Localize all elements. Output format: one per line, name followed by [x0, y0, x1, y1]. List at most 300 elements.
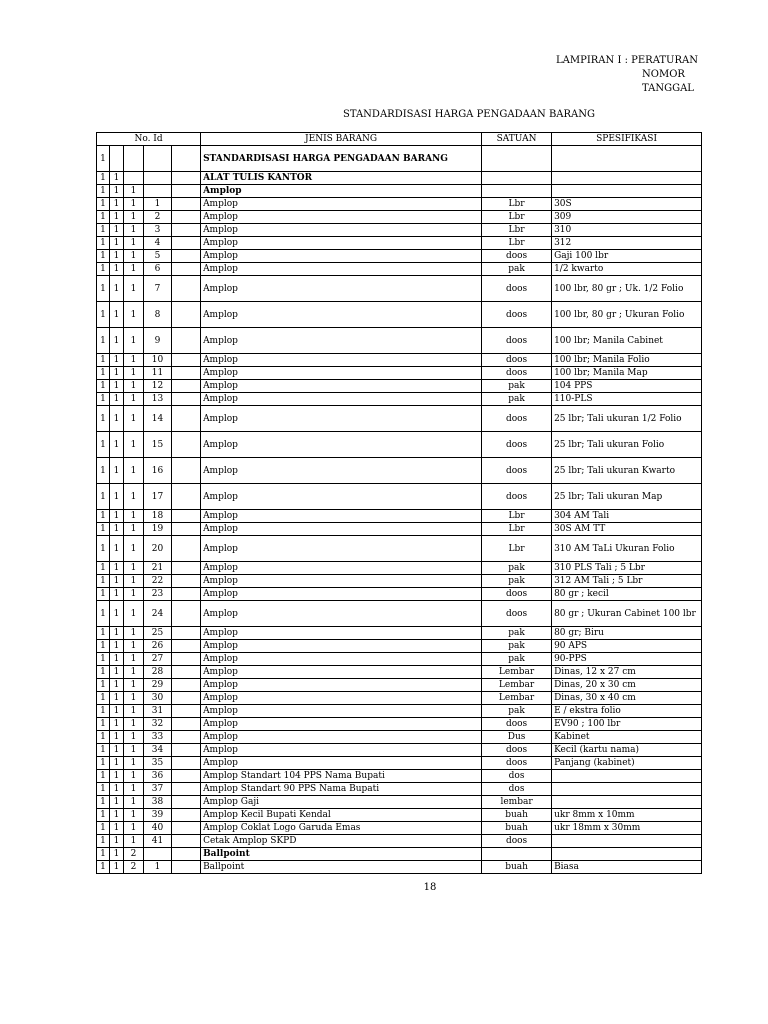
id-level-2: 1 — [110, 432, 124, 458]
id-level-1: 1 — [97, 406, 110, 432]
id-level-3: 2 — [124, 848, 144, 861]
jenis-barang-cell: Amplop — [201, 731, 482, 744]
id-spacer — [172, 562, 201, 575]
id-level-3: 1 — [124, 653, 144, 666]
spesifikasi-cell: 312 — [552, 237, 702, 250]
id-level-2: 1 — [110, 848, 124, 861]
id-level-2: 1 — [110, 380, 124, 393]
satuan-cell: doos — [482, 367, 552, 380]
id-level-3: 1 — [124, 224, 144, 237]
id-level-1: 1 — [97, 679, 110, 692]
spesifikasi-cell: 80 gr ; Ukuran Cabinet 100 lbr — [552, 601, 702, 627]
id-level-2: 1 — [110, 237, 124, 250]
id-level-3: 1 — [124, 692, 144, 705]
id-level-1: 1 — [97, 796, 110, 809]
id-level-4: 13 — [144, 393, 172, 406]
id-level-2: 1 — [110, 861, 124, 874]
jenis-barang-cell: Amplop — [201, 380, 482, 393]
id-level-3: 1 — [124, 666, 144, 679]
table-row — [97, 601, 702, 627]
id-level-3: 1 — [124, 367, 144, 380]
spesifikasi-cell: Dinas, 30 x 40 cm — [552, 692, 702, 705]
satuan-cell: Lbr — [482, 198, 552, 211]
satuan-cell: doos — [482, 718, 552, 731]
table-row — [97, 380, 702, 393]
id-spacer — [172, 536, 201, 562]
spesifikasi-cell: Gaji 100 lbr — [552, 250, 702, 263]
id-level-2: 1 — [110, 640, 124, 653]
jenis-barang-cell: STANDARDISASI HARGA PENGADAAN BARANG — [201, 146, 482, 172]
id-spacer — [172, 575, 201, 588]
spesifikasi-cell: 80 gr ; kecil — [552, 588, 702, 601]
id-level-1: 1 — [97, 575, 110, 588]
id-spacer — [172, 757, 201, 770]
id-level-1: 1 — [97, 237, 110, 250]
satuan-cell: Lbr — [482, 536, 552, 562]
jenis-barang-cell: Amplop — [201, 406, 482, 432]
spesifikasi-cell: 25 lbr; Tali ukuran 1/2 Folio — [552, 406, 702, 432]
table-row — [97, 276, 702, 302]
column-header-no-id: No. Id — [97, 133, 201, 146]
id-level-2: 1 — [110, 224, 124, 237]
id-level-2: 1 — [110, 575, 124, 588]
id-level-2: 1 — [110, 835, 124, 848]
id-spacer — [172, 601, 201, 627]
id-level-2: 1 — [110, 562, 124, 575]
satuan-cell: doos — [482, 432, 552, 458]
jenis-barang-cell: Amplop — [201, 575, 482, 588]
jenis-barang-cell: Amplop — [201, 263, 482, 276]
id-spacer — [172, 861, 201, 874]
jenis-barang-cell: Amplop — [201, 224, 482, 237]
table-row — [97, 861, 702, 874]
id-level-3: 1 — [124, 263, 144, 276]
spesifikasi-cell: 25 lbr; Tali ukuran Map — [552, 484, 702, 510]
id-level-4: 38 — [144, 796, 172, 809]
jenis-barang-cell: Ballpoint — [201, 861, 482, 874]
table-row — [97, 263, 702, 276]
id-level-2: 1 — [110, 458, 124, 484]
id-level-1: 1 — [97, 822, 110, 835]
id-level-3: 1 — [124, 770, 144, 783]
id-level-1: 1 — [97, 380, 110, 393]
spesifikasi-cell: E / ekstra folio — [552, 705, 702, 718]
id-level-3: 1 — [124, 822, 144, 835]
id-level-1: 1 — [97, 328, 110, 354]
id-level-2: 1 — [110, 328, 124, 354]
spesifikasi-cell: Panjang (kabinet) — [552, 757, 702, 770]
table-row — [97, 484, 702, 510]
id-level-4: 5 — [144, 250, 172, 263]
id-level-1: 1 — [97, 744, 110, 757]
table-header-row — [97, 133, 702, 146]
id-spacer — [172, 146, 201, 172]
id-level-1: 1 — [97, 185, 110, 198]
satuan-cell: doos — [482, 406, 552, 432]
id-level-4: 7 — [144, 276, 172, 302]
id-spacer — [172, 354, 201, 367]
id-level-3: 1 — [124, 393, 144, 406]
id-level-3: 1 — [124, 731, 144, 744]
id-level-2: 1 — [110, 263, 124, 276]
spesifikasi-cell: 100 lbr; Manila Folio — [552, 354, 702, 367]
table-row — [97, 302, 702, 328]
id-level-3: 1 — [124, 536, 144, 562]
jenis-barang-cell: Amplop — [201, 692, 482, 705]
id-level-3: 1 — [124, 783, 144, 796]
id-level-2: 1 — [110, 718, 124, 731]
satuan-cell: dos — [482, 770, 552, 783]
id-level-3: 1 — [124, 276, 144, 302]
id-spacer — [172, 432, 201, 458]
id-level-3 — [124, 172, 144, 185]
id-level-4: 28 — [144, 666, 172, 679]
id-level-4: 11 — [144, 367, 172, 380]
satuan-cell: doos — [482, 250, 552, 263]
table-row — [97, 432, 702, 458]
id-spacer — [172, 328, 201, 354]
id-level-4: 23 — [144, 588, 172, 601]
table-row — [97, 822, 702, 835]
id-level-2: 1 — [110, 796, 124, 809]
id-level-4: 20 — [144, 536, 172, 562]
spesifikasi-cell — [552, 172, 702, 185]
table-row — [97, 224, 702, 237]
table-row — [97, 666, 702, 679]
jenis-barang-cell: Amplop — [201, 757, 482, 770]
id-level-3: 1 — [124, 796, 144, 809]
id-spacer — [172, 185, 201, 198]
id-spacer — [172, 588, 201, 601]
id-level-2: 1 — [110, 354, 124, 367]
id-level-1: 1 — [97, 354, 110, 367]
id-level-2: 1 — [110, 783, 124, 796]
spesifikasi-cell: Kecil (kartu nama) — [552, 744, 702, 757]
satuan-cell: pak — [482, 575, 552, 588]
jenis-barang-cell: Amplop — [201, 302, 482, 328]
table-row — [97, 835, 702, 848]
id-level-2: 1 — [110, 705, 124, 718]
id-level-1: 1 — [97, 731, 110, 744]
id-level-3: 1 — [124, 640, 144, 653]
id-level-2: 1 — [110, 367, 124, 380]
jenis-barang-cell: Ballpoint — [201, 848, 482, 861]
id-level-4: 2 — [144, 211, 172, 224]
id-spacer — [172, 835, 201, 848]
satuan-cell: lembar — [482, 796, 552, 809]
id-spacer — [172, 237, 201, 250]
table-row — [97, 718, 702, 731]
jenis-barang-cell: Amplop — [201, 718, 482, 731]
id-level-2: 1 — [110, 211, 124, 224]
id-level-2: 1 — [110, 393, 124, 406]
id-level-3: 1 — [124, 575, 144, 588]
page-number: 18 — [423, 882, 437, 893]
id-level-1: 1 — [97, 562, 110, 575]
satuan-cell: Lembar — [482, 692, 552, 705]
table-row — [97, 705, 702, 718]
jenis-barang-cell: Amplop — [201, 562, 482, 575]
table-row — [97, 731, 702, 744]
id-level-1: 1 — [97, 224, 110, 237]
table-row — [97, 783, 702, 796]
id-level-1: 1 — [97, 250, 110, 263]
id-spacer — [172, 848, 201, 861]
spesifikasi-cell: 80 gr; Biru — [552, 627, 702, 640]
jenis-barang-cell: Amplop — [201, 588, 482, 601]
id-spacer — [172, 666, 201, 679]
column-header-spesifikasi: SPESIFIKASI — [552, 133, 702, 146]
table-row — [97, 588, 702, 601]
table-row — [97, 406, 702, 432]
satuan-cell: Lbr — [482, 211, 552, 224]
jenis-barang-cell: Amplop Coklat Logo Garuda Emas — [201, 822, 482, 835]
id-level-4: 35 — [144, 757, 172, 770]
spesifikasi-cell: 25 lbr; Tali ukuran Folio — [552, 432, 702, 458]
table-row — [97, 575, 702, 588]
satuan-cell: doos — [482, 757, 552, 770]
header-line-lampiran: LAMPIRAN I : PERATURAN — [556, 55, 698, 66]
jenis-barang-cell: Amplop — [201, 458, 482, 484]
table-body — [97, 146, 702, 874]
jenis-barang-cell: Cetak Amplop SKPD — [201, 835, 482, 848]
document-title: STANDARDISASI HARGA PENGADAAN BARANG — [342, 109, 596, 120]
id-level-1: 1 — [97, 432, 110, 458]
id-spacer — [172, 822, 201, 835]
id-level-3: 1 — [124, 250, 144, 263]
satuan-cell: pak — [482, 627, 552, 640]
header-line-nomor: NOMOR — [642, 69, 685, 80]
id-level-2: 1 — [110, 276, 124, 302]
spesifikasi-cell: Kabinet — [552, 731, 702, 744]
id-level-4: 40 — [144, 822, 172, 835]
id-spacer — [172, 731, 201, 744]
spesifikasi-cell: 100 lbr; Manila Map — [552, 367, 702, 380]
jenis-barang-cell: Amplop Kecil Bupati Kendal — [201, 809, 482, 822]
id-spacer — [172, 406, 201, 432]
id-level-1: 1 — [97, 367, 110, 380]
id-level-4: 10 — [144, 354, 172, 367]
id-level-1: 1 — [97, 757, 110, 770]
satuan-cell: doos — [482, 302, 552, 328]
id-level-2: 1 — [110, 536, 124, 562]
id-level-1: 1 — [97, 861, 110, 874]
spesifikasi-cell: 30S AM TT — [552, 523, 702, 536]
id-level-1: 1 — [97, 718, 110, 731]
satuan-cell: doos — [482, 744, 552, 757]
jenis-barang-cell: Amplop — [201, 536, 482, 562]
id-level-3: 1 — [124, 198, 144, 211]
spesifikasi-cell: ukr 8mm x 10mm — [552, 809, 702, 822]
id-level-4: 4 — [144, 237, 172, 250]
id-level-1: 1 — [97, 484, 110, 510]
spesifikasi-cell: Biasa — [552, 861, 702, 874]
id-level-2: 1 — [110, 757, 124, 770]
jenis-barang-cell: Amplop — [201, 276, 482, 302]
id-level-4 — [144, 146, 172, 172]
satuan-cell: pak — [482, 263, 552, 276]
jenis-barang-cell: Amplop — [201, 354, 482, 367]
id-spacer — [172, 393, 201, 406]
id-spacer — [172, 718, 201, 731]
id-level-4: 21 — [144, 562, 172, 575]
spesifikasi-cell: 90-PPS — [552, 653, 702, 666]
id-level-2: 1 — [110, 484, 124, 510]
id-level-3: 1 — [124, 601, 144, 627]
id-spacer — [172, 367, 201, 380]
id-level-1: 1 — [97, 198, 110, 211]
spesifikasi-cell: 100 lbr, 80 gr ; Uk. 1/2 Folio — [552, 276, 702, 302]
satuan-cell: pak — [482, 640, 552, 653]
jenis-barang-cell: Amplop — [201, 211, 482, 224]
id-level-1: 1 — [97, 263, 110, 276]
id-level-4: 19 — [144, 523, 172, 536]
spesifikasi-cell — [552, 796, 702, 809]
satuan-cell: Lbr — [482, 523, 552, 536]
id-level-4: 14 — [144, 406, 172, 432]
id-level-1: 1 — [97, 276, 110, 302]
spesifikasi-cell: 110-PLS — [552, 393, 702, 406]
satuan-cell: pak — [482, 380, 552, 393]
id-level-3 — [124, 146, 144, 172]
id-level-1: 1 — [97, 653, 110, 666]
jenis-barang-cell: Amplop Gaji — [201, 796, 482, 809]
spesifikasi-cell: 104 PPS — [552, 380, 702, 393]
id-level-4: 27 — [144, 653, 172, 666]
id-spacer — [172, 484, 201, 510]
table-row — [97, 328, 702, 354]
column-header-satuan: SATUAN — [482, 133, 552, 146]
spesifikasi-cell: 1/2 kwarto — [552, 263, 702, 276]
header-line-tanggal: TANGGAL — [642, 83, 694, 94]
id-level-3: 1 — [124, 562, 144, 575]
id-level-2: 1 — [110, 302, 124, 328]
table-row — [97, 757, 702, 770]
id-level-3: 1 — [124, 484, 144, 510]
satuan-cell: buah — [482, 809, 552, 822]
id-spacer — [172, 380, 201, 393]
satuan-cell: pak — [482, 393, 552, 406]
id-level-3: 1 — [124, 744, 144, 757]
spesifikasi-cell: 90 APS — [552, 640, 702, 653]
jenis-barang-cell: Amplop — [201, 679, 482, 692]
id-level-1: 1 — [97, 783, 110, 796]
id-level-3: 1 — [124, 757, 144, 770]
id-level-2: 1 — [110, 185, 124, 198]
id-level-4: 33 — [144, 731, 172, 744]
id-level-3: 1 — [124, 328, 144, 354]
table-row — [97, 653, 702, 666]
id-level-4: 8 — [144, 302, 172, 328]
id-level-3: 1 — [124, 705, 144, 718]
id-level-3: 1 — [124, 406, 144, 432]
table-row — [97, 172, 702, 185]
jenis-barang-cell: Amplop — [201, 237, 482, 250]
id-spacer — [172, 679, 201, 692]
satuan-cell — [482, 185, 552, 198]
id-level-2: 1 — [110, 601, 124, 627]
satuan-cell: buah — [482, 822, 552, 835]
jenis-barang-cell: Amplop — [201, 185, 482, 198]
id-level-3: 1 — [124, 588, 144, 601]
spesifikasi-cell: 100 lbr, 80 gr ; Ukuran Folio — [552, 302, 702, 328]
satuan-cell: pak — [482, 653, 552, 666]
id-level-2: 1 — [110, 770, 124, 783]
spesifikasi-cell — [552, 848, 702, 861]
id-level-4: 29 — [144, 679, 172, 692]
jenis-barang-cell: Amplop — [201, 484, 482, 510]
table-row — [97, 510, 702, 523]
table-row — [97, 692, 702, 705]
id-level-2: 1 — [110, 666, 124, 679]
table-row — [97, 770, 702, 783]
id-level-1: 1 — [97, 172, 110, 185]
id-spacer — [172, 692, 201, 705]
satuan-cell: Dus — [482, 731, 552, 744]
id-level-1: 1 — [97, 523, 110, 536]
id-level-4: 41 — [144, 835, 172, 848]
spesifikasi-cell: 310 PLS Tali ; 5 Lbr — [552, 562, 702, 575]
id-spacer — [172, 705, 201, 718]
jenis-barang-cell: Amplop — [201, 653, 482, 666]
id-level-1: 1 — [97, 146, 110, 172]
id-level-4 — [144, 185, 172, 198]
id-level-3: 1 — [124, 835, 144, 848]
table-row — [97, 354, 702, 367]
table-row — [97, 211, 702, 224]
id-spacer — [172, 796, 201, 809]
spesifikasi-cell: 304 AM Tali — [552, 510, 702, 523]
id-level-1: 1 — [97, 588, 110, 601]
jenis-barang-cell: Amplop — [201, 666, 482, 679]
standard-price-table — [96, 132, 702, 874]
id-level-4: 26 — [144, 640, 172, 653]
jenis-barang-cell: Amplop — [201, 367, 482, 380]
table-row — [97, 237, 702, 250]
satuan-cell: Lbr — [482, 237, 552, 250]
table-row — [97, 562, 702, 575]
id-level-4: 30 — [144, 692, 172, 705]
spesifikasi-cell: EV90 ; 100 lbr — [552, 718, 702, 731]
id-level-3: 1 — [124, 302, 144, 328]
jenis-barang-cell: Amplop — [201, 640, 482, 653]
table-row — [97, 848, 702, 861]
id-level-3: 1 — [124, 185, 144, 198]
id-level-2: 1 — [110, 406, 124, 432]
id-level-1: 1 — [97, 627, 110, 640]
id-level-4: 3 — [144, 224, 172, 237]
id-spacer — [172, 172, 201, 185]
satuan-cell: doos — [482, 588, 552, 601]
id-level-4 — [144, 848, 172, 861]
id-spacer — [172, 263, 201, 276]
jenis-barang-cell: Amplop — [201, 627, 482, 640]
satuan-cell: doos — [482, 276, 552, 302]
satuan-cell: Lbr — [482, 510, 552, 523]
jenis-barang-cell: Amplop — [201, 198, 482, 211]
satuan-cell: dos — [482, 783, 552, 796]
id-level-3: 1 — [124, 458, 144, 484]
id-level-2: 1 — [110, 809, 124, 822]
id-level-2: 1 — [110, 692, 124, 705]
table-row — [97, 367, 702, 380]
id-level-1: 1 — [97, 705, 110, 718]
satuan-cell: Lembar — [482, 679, 552, 692]
id-level-4: 15 — [144, 432, 172, 458]
id-level-1: 1 — [97, 510, 110, 523]
jenis-barang-cell: Amplop — [201, 601, 482, 627]
id-level-1: 1 — [97, 640, 110, 653]
